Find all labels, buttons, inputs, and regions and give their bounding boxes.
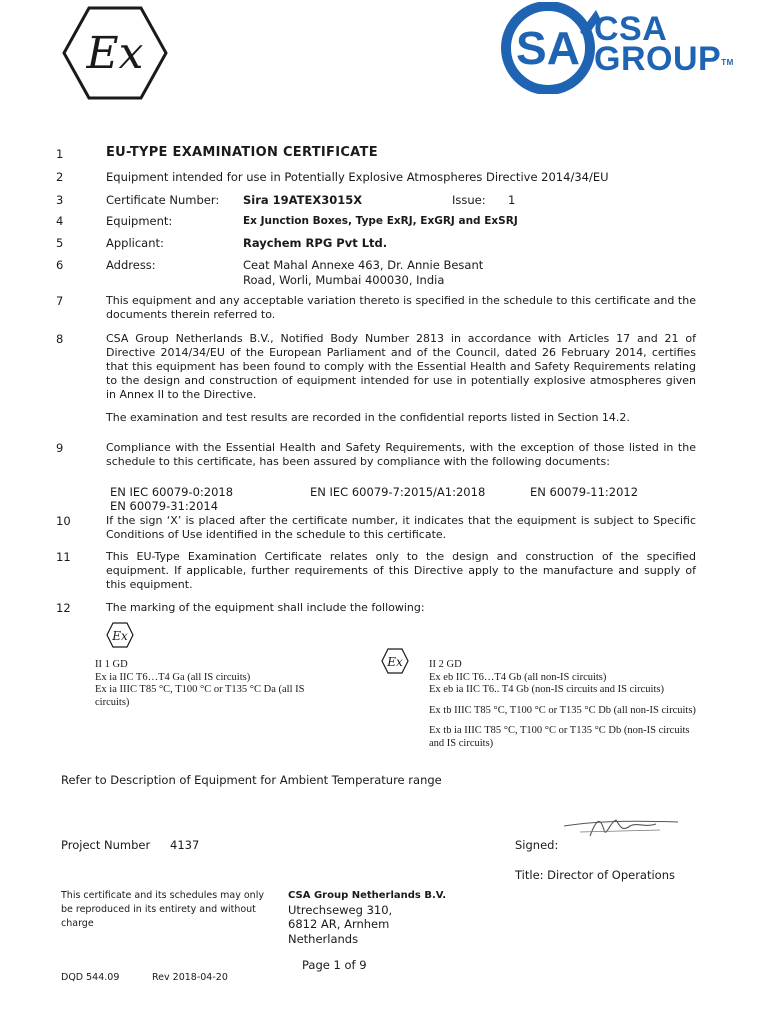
csa-brand-line1: CSA xyxy=(594,10,668,48)
item-9-text: Compliance with the Essential Health and Safety Requirements, with the exception of those listed in the schedule to this certificate, has been assured by compliance with the following documents: xyxy=(106,441,696,468)
reproduction-note: This certificate and its schedules may only be reproduced in its entirety and without charge xyxy=(61,890,264,929)
ex-logo xyxy=(62,6,168,100)
csa-brand-line2: GROUP xyxy=(594,40,722,78)
document-reference: DQD 544.09 xyxy=(61,972,120,983)
item-number: 8 xyxy=(56,332,64,346)
marking-right-gas-1: Ex eb IIC T6…T4 Gb (all non-IS circuits) xyxy=(429,671,607,683)
standard-4: EN 60079-31:2014 xyxy=(110,499,219,513)
item-8-results: The examination and test results are recorded in the confidential reports listed in Section 14.2. xyxy=(106,411,630,424)
item-number: 4 xyxy=(56,214,64,228)
marking-left-group: II 1 GD xyxy=(95,659,128,670)
ex-logo-text: Ex xyxy=(86,28,144,79)
item-10-text: If the sign ‘X’ is placed after the certificate number, it indicates that the equipment is subject to Specific Conditions of Use identified in the schedule to this certificate. xyxy=(106,514,696,541)
item-number: 1 xyxy=(56,147,64,161)
revision-date: Rev 2018-04-20 xyxy=(152,972,228,983)
item-number: 7 xyxy=(56,294,64,308)
page-number: Page 1 of 9 xyxy=(302,958,367,972)
item-8-text: CSA Group Netherlands B.V., Notified Body Number 2813 in accordance with Articles 17 and 21 of Directive 2014/34/EU of the European Parliament and of the Council, dated 26 February 2014, certifies that this equipment has been found to comply with the Essential Health and Safety Requirements relating to the design and construction of equipment intended for use in potentially explosive atmospheres given in Annex II to the Directive. xyxy=(106,332,696,401)
project-number-value: 4137 xyxy=(170,838,200,852)
marking-left-dust: Ex ia IIIC T85 °C, T100 °C or T135 °C Da (all IS circuits) xyxy=(95,684,305,708)
issue-value: 1 xyxy=(508,193,516,207)
equipment-value: Ex Junction Boxes, Type ExRJ, ExGRJ and ExSRJ xyxy=(243,215,518,227)
csa-trademark: TM xyxy=(721,58,734,67)
address-label: Address: xyxy=(106,258,156,272)
svg-text:Ex: Ex xyxy=(387,655,403,669)
applicant-label: Applicant: xyxy=(106,236,164,250)
marking-right xyxy=(429,659,704,750)
item-number: 9 xyxy=(56,441,64,455)
item-number: 11 xyxy=(56,550,71,564)
signature xyxy=(560,812,685,846)
item-number: 2 xyxy=(56,170,64,184)
csa-brand-text xyxy=(594,10,734,78)
item-number: 5 xyxy=(56,236,64,250)
csa-logo-letters: SA xyxy=(516,22,580,74)
item-11-text: This EU-Type Examination Certificate relates only to the design and construction of the specified equipment. If applicable, further requirements of this Directive apply to the manufacture and supply of this equipment. xyxy=(106,550,696,591)
signatory-title: Title: Director of Operations xyxy=(515,868,675,882)
equipment-label: Equipment: xyxy=(106,214,173,228)
signed-label: Signed: xyxy=(515,838,559,852)
address-line-2: Road, Worli, Mumbai 400030, India xyxy=(243,273,445,287)
project-number-label: Project Number xyxy=(61,838,151,852)
item-7-text: This equipment and any acceptable variation thereto is specified in the schedule to this certificate and the documents therein referred to. xyxy=(106,294,696,321)
item-12-text: The marking of the equipment shall include the following: xyxy=(106,601,425,614)
company-address-1: Utrechseweg 310, xyxy=(288,903,393,917)
company-address-3: Netherlands xyxy=(288,932,359,946)
marking-left xyxy=(95,659,327,709)
item-number: 3 xyxy=(56,193,64,207)
marking-right-group: II 2 GD xyxy=(429,659,462,670)
item-number: 10 xyxy=(56,514,71,528)
item-number: 6 xyxy=(56,258,64,272)
standard-3: EN 60079-11:2012 xyxy=(530,485,639,499)
address-line-1: Ceat Mahal Annexe 463, Dr. Annie Besant xyxy=(243,258,484,272)
ambient-note: Refer to Description of Equipment for Ambient Temperature range xyxy=(61,773,442,787)
item-number: 12 xyxy=(56,601,71,615)
company-address-2: 6812 AR, Arnhem xyxy=(288,917,390,931)
svg-text:Ex: Ex xyxy=(112,629,128,643)
marking-right-gas-2: Ex eb ia IIC T6.. T4 Gb (non-IS circuits and IS circuits) xyxy=(429,684,664,695)
standard-2: EN IEC 60079-7:2015/A1:2018 xyxy=(310,485,486,499)
marking-left-gas: Ex ia IIC T6…T4 Ga (all IS circuits) xyxy=(95,671,251,683)
certificate-title: EU-TYPE EXAMINATION CERTIFICATE xyxy=(106,145,378,160)
ex-marking-icon xyxy=(106,622,134,648)
company-name: CSA Group Netherlands B.V. xyxy=(288,890,447,901)
ex-marking-icon xyxy=(381,648,409,674)
applicant-value: Raychem RPG Pvt Ltd. xyxy=(243,236,388,250)
cert-number-label: Certificate Number: xyxy=(106,193,220,207)
marking-right-dust-2: Ex tb ia IIIC T85 °C, T100 °C or T135 °C Db (non-IS circuits and IS circuits) xyxy=(429,725,690,749)
marking-right-dust-1: Ex tb IIIC T85 °C, T100 °C or T135 °C Db (all non-IS circuits) xyxy=(429,704,696,716)
standard-1: EN IEC 60079-0:2018 xyxy=(110,485,234,499)
cert-number-value: Sira 19ATEX3015X xyxy=(243,193,363,207)
csa-logo xyxy=(496,2,606,94)
intended-use: Equipment intended for use in Potentially Explosive Atmospheres Directive 2014/34/EU xyxy=(106,170,609,184)
issue-label: Issue: xyxy=(452,193,486,207)
